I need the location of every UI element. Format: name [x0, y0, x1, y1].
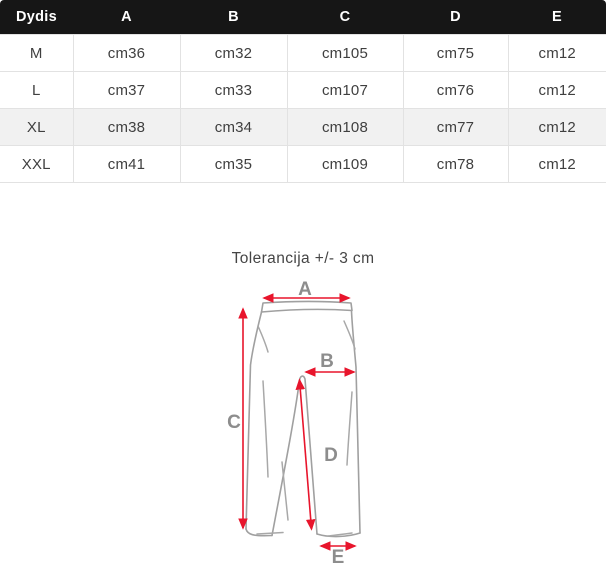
size-cell: XXL: [0, 146, 73, 183]
column-header-d: D: [403, 0, 508, 35]
value-cell: cm37: [73, 72, 180, 109]
column-header-size: Dydis: [0, 0, 73, 35]
measure-label-e: E: [331, 547, 345, 568]
left-pocket-line: [258, 326, 268, 352]
value-cell: cm32: [180, 35, 287, 72]
value-cell: cm35: [180, 146, 287, 183]
left-outer-seam: [246, 312, 262, 529]
tolerance-note: Tolerancija +/- 3 cm: [231, 250, 375, 267]
column-header-a: A: [73, 0, 180, 35]
value-cell: cm12: [508, 109, 606, 146]
value-cell: cm36: [73, 35, 180, 72]
pants-seam-details: [257, 321, 355, 536]
value-cell: cm75: [403, 35, 508, 72]
column-header-c: C: [287, 0, 403, 35]
measure-label-d: D: [324, 445, 338, 466]
size-cell: M: [0, 35, 73, 72]
size-cell: XL: [0, 109, 73, 146]
value-cell: cm34: [180, 109, 287, 146]
left-hem-stitch: [257, 533, 283, 535]
measure-label-c: C: [227, 412, 241, 433]
value-cell: cm105: [287, 35, 403, 72]
value-cell: cm38: [73, 109, 180, 146]
measure-label-a: A: [298, 279, 312, 300]
value-cell: cm78: [403, 146, 508, 183]
value-cell: cm12: [508, 72, 606, 109]
size-cell: L: [0, 72, 73, 109]
value-cell: cm107: [287, 72, 403, 109]
right-leg-crease: [347, 392, 352, 465]
measure-arrow-d: [300, 380, 312, 529]
column-header-e: E: [508, 0, 606, 35]
value-cell: cm12: [508, 146, 606, 183]
measure-label-b: B: [320, 351, 334, 372]
waistband: [262, 302, 353, 313]
value-cell: cm77: [403, 109, 508, 146]
left-leg-crease: [263, 381, 268, 477]
value-cell: cm41: [73, 146, 180, 183]
measure-arrows: [243, 298, 355, 546]
left-hem: [246, 529, 272, 536]
value-cell: cm33: [180, 72, 287, 109]
value-cell: cm108: [287, 109, 403, 146]
left-leg-crease-lower: [282, 462, 288, 520]
value-cell: cm12: [508, 35, 606, 72]
value-cell: cm109: [287, 146, 403, 183]
column-header-b: B: [180, 0, 287, 35]
value-cell: cm76: [403, 72, 508, 109]
